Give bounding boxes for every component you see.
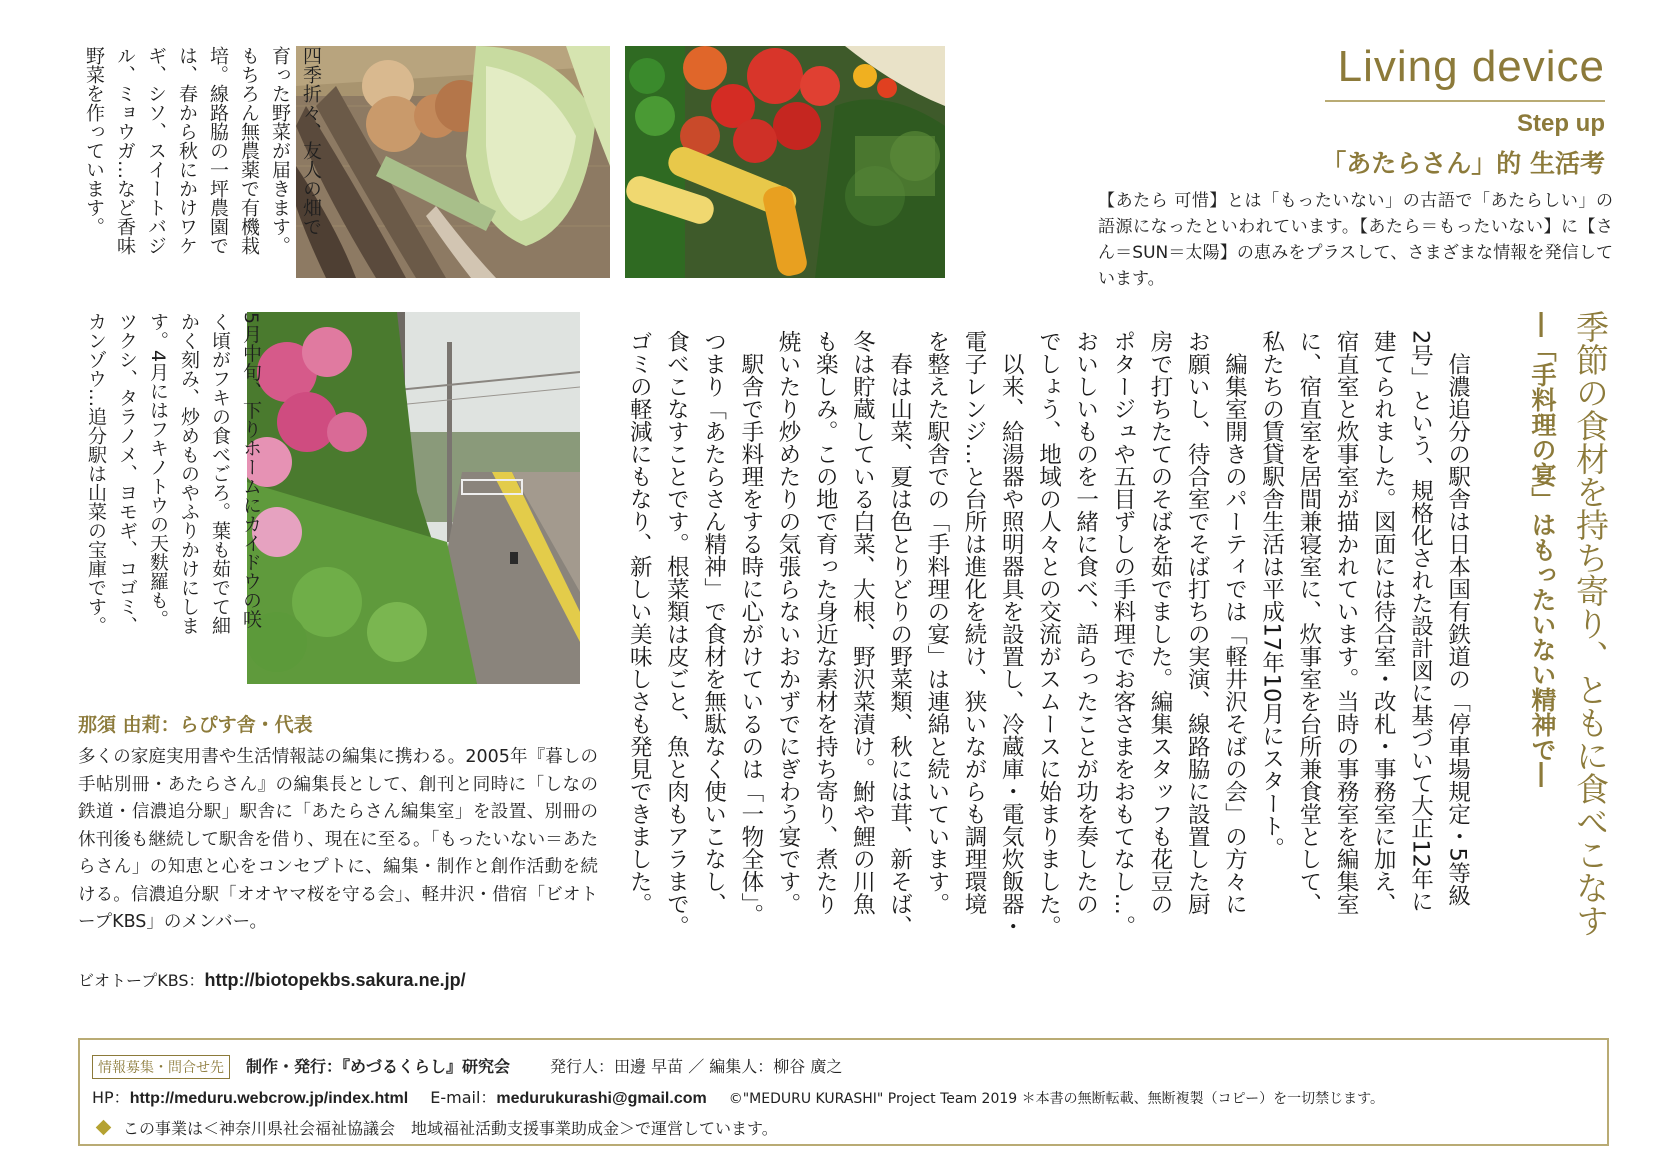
intro-text: 【あたら 可惜】とは「もったいない」の古語で「あたらしい」の語源になったといわれています。【あたら＝もったいない】に【さん＝SUN＝太陽】の恵みをプラスして、さまざまな情報を発信しています。 (1098, 191, 1613, 289)
series-title: 「あたらさん」的 生活考 (1321, 149, 1605, 178)
title-divider (1325, 100, 1605, 102)
footer-row-support (92, 1116, 778, 1139)
hp-link[interactable]: http://meduru.webcrow.jp/index.html (129, 1090, 409, 1107)
footer-row-contact (92, 1085, 1384, 1108)
production-text: 制作・発行：『めづるくらし』研究会 (246, 1057, 511, 1076)
author-bio: 多くの家庭実用書や生活情報誌の編集に携わる。2005年『暮しの手帖別冊・あたらさん』の編集長として、創刊と同時に「しなの鉄道・信濃追分駅」駅舎に「あたらさん編集室」を設置、別冊の休刊後も継続して駅舎を借り、現在に至る。「もったいない＝あたらさん」の知恵と心をコンセプトに、編集・制作と創作活動を続ける。信濃追分駅「オオヤマ桜を守る会」、軽井沢・借宿「ビオトープKBS」のメンバー。 (78, 747, 598, 932)
author-name: 那須 由莉：らぴす舎・代表 (78, 714, 313, 736)
email-label: E-mail： (430, 1088, 497, 1107)
article-headline: 季節の食材を持ち寄り、ともに食べこなす (1571, 310, 1610, 937)
contact-label: 情報募集・問合せ先 (92, 1055, 230, 1079)
email-link[interactable]: medurukurashi@gmail.com (496, 1090, 707, 1107)
author-link-row (78, 968, 466, 991)
photo-root-vegetables (296, 46, 610, 278)
footer-row-production (92, 1054, 842, 1079)
photo-station-platform (247, 312, 580, 684)
support-text: この事業は＜神奈川県社会福祉協議会 地域福祉活動支援事業助成金＞で運営しています。 (123, 1119, 778, 1138)
article-body: 信濃追分の駅舎は日本国有鉄道の「停車場規定・5等級 2号」という、規格化された設計図に基づいて大正12年に 建てられました。図面には待合室・改札・事務室に加え、 宿直室と炊事室が描かれています。当時の事務室を編集室 に、宿直室を居間兼寝室に、炊事室を台所兼食堂として、 私たちの賃貸駅舎生活は平成17年10月にスタート。 編集室開きのパーティでは「軽井沢そばの会」の方々に お願いし、待合室でそば打ちの実演、線路脇に設置した厨 房で打ちたてのそばを茹でました。編集スタッフも花豆の ポタージュや五目ずしの手料理でお客さまをおもてなし…。 おいしいものを一緒に食べ、語らったことが功を奏したの でしょう、地域の人々との交流がスムースに始まりました。 以来、給湯器や照明器具を設置し、冷蔵庫・電気炊飯器・ 電子レンジ…と台所は進化を続け、狭いながらも調理環境 を整えた駅舎での「手料理の宴」は連綿と続いています。 春は山菜、夏は色とりどりの野菜類、秋には茸、新そば、 冬は貯蔵している白菜、大根、野沢菜漬け。鮒や鯉の川魚 も楽しみ。この地で育った身近な素材を持ち寄り、煮たり 焼いたり炒めたりの気張らないおかずでにぎわう宴です。 駅舎で手料理をする時に心がけているのは「一物全体」。 つまり「あたらさん精神」で食材を無駄なく使いこなし、 食べこなすことです。根菜類は皮ごと、魚と肉もアラまで。 ゴミの軽減にもなり、新しい美味しさも発見できました。 (626, 330, 1471, 938)
diamond-icon (96, 1120, 112, 1136)
hp-label: HP： (92, 1088, 130, 1107)
page-title: Living device (1337, 42, 1605, 91)
publisher-text: 発行人：田邊 早苗 ／ 編集人：柳谷 廣之 (550, 1057, 843, 1076)
vegetables-caption: 四季折々、友人の畑で 育った野菜が届きます。 もちろん無農薬で有機栽 培。線路脇の一坪農園で は、春から秋にかけワケ ギ、シソ、スイートバジ ル、ミョウガ…など香味 野菜を作っています。 (83, 46, 322, 255)
station-caption: 5月中旬、下りホームにカイドウの咲 く頃がフキの食べごろ。葉も茹でて細 かく刻み、炒めものやふりかけにしま す。4月にはフキノトウの天麩羅も。 ツクシ、タラノメ、ヨモギ、コゴミ、 カンゾウ…追分駅は山菜の宝庫です。 (85, 312, 262, 635)
author-url-link[interactable]: http://biotopekbs.sakura.ne.jp/ (204, 970, 466, 990)
author-url-label: ビオトープKBS： (78, 971, 205, 990)
photo-colorful-vegetables (625, 46, 945, 278)
copyright-text: ©"MEDURU KURASHI" Project Team 2019 ＊本書の無断転載、無断複製（コピー）を一切禁じます。 (728, 1091, 1384, 1107)
footer-box (78, 1038, 1609, 1146)
article-subheadline: ―「手料理の宴」はもったいない精神で― (1528, 312, 1557, 787)
step-up-label: Step up (1517, 110, 1605, 137)
